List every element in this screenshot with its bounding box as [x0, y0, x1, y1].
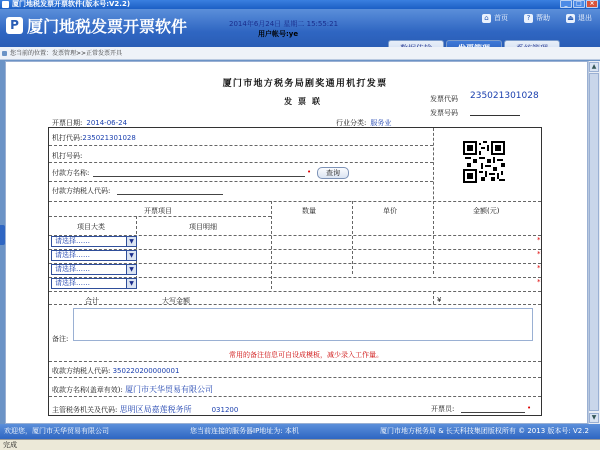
invoice-form [48, 127, 542, 416]
drawer-input[interactable] [461, 412, 525, 413]
scroll-thumb[interactable] [589, 73, 599, 411]
app-name: 厦门地税发票开票软件 [27, 17, 188, 36]
capital-amount-label: 大写金额 [162, 297, 190, 305]
tax-office-value: 思明区局嘉莲税务所 [119, 405, 192, 414]
home-icon: ⌂ [482, 14, 491, 23]
browser-status: 完成 [0, 439, 600, 450]
home-label: 首页 [494, 14, 508, 22]
divider [49, 277, 541, 278]
category-select[interactable] [51, 264, 137, 275]
drawer-label: 开票员: [431, 405, 455, 413]
category-select[interactable] [51, 236, 137, 247]
app-header [0, 9, 600, 47]
breadcrumb-text: 您当前的位置：发票管理>>正常发票开具 [10, 50, 123, 57]
payee-name-value: 厦门市天华贸易有限公司 [125, 385, 214, 394]
payer-taxid-label: 付款方纳税人代码: [52, 187, 111, 195]
invoice-subtitle: 发票联 [284, 97, 326, 106]
required-marker: * [537, 236, 541, 244]
machine-no-label: 机打号码: [52, 152, 83, 160]
items-header: 开票项目 [144, 207, 172, 215]
breadcrumb-icon [2, 51, 7, 56]
divider [49, 377, 541, 378]
payee-taxid [52, 366, 179, 376]
window-titlebar [0, 0, 600, 9]
breadcrumb [0, 47, 600, 60]
divider [49, 181, 433, 182]
tax-office-label: 主管税务机关及代码: [52, 406, 118, 414]
scroll-down-arrow-icon[interactable]: ▼ [589, 413, 599, 423]
chevron-down-icon: ▼ [126, 251, 136, 260]
category-select[interactable] [51, 278, 137, 289]
server-text: 您当前连接的服务器IP地址为: 本机 [190, 427, 299, 435]
required-marker: * [537, 278, 541, 286]
divider [49, 216, 271, 217]
exit-icon: ⏏ [567, 13, 574, 22]
divider [49, 162, 433, 163]
window-title: 厦门地税发票开票软件(版本号:V2.2) [12, 0, 131, 8]
category-select-value: 请选择…… [55, 265, 90, 273]
category-select-value: 请选择…… [55, 279, 90, 287]
window-controls [560, 0, 598, 8]
payer-label: 付款方名称: [52, 169, 90, 177]
app-logo [6, 14, 187, 37]
maximize-button[interactable]: □ [573, 0, 585, 8]
welcome-text: 欢迎您，厦门市天华贸易有限公司 [4, 427, 109, 435]
category-select[interactable] [51, 250, 137, 261]
col-amount: 金额(元) [473, 207, 500, 215]
payer-taxid-input[interactable] [117, 194, 223, 195]
divider [49, 263, 541, 264]
yen-symbol: ¥ [437, 296, 442, 304]
help-link[interactable] [524, 13, 550, 23]
divider [433, 128, 434, 209]
machine-code [52, 133, 136, 143]
industry-label: 行业分类: [336, 119, 367, 127]
remark-label: 备注: [52, 335, 69, 343]
payee-name [52, 384, 213, 395]
payee-taxid-label: 收款方纳税人代码: [52, 367, 111, 375]
col-price: 单价 [383, 207, 397, 215]
chevron-down-icon: ▼ [126, 237, 136, 246]
divider [49, 291, 541, 292]
invoice-title: 厦门市地方税务局剧奖通用机打发票 [222, 79, 388, 89]
invoice-code: 235021301028 [470, 91, 539, 101]
category-select-value: 请选择…… [55, 251, 90, 259]
divider [49, 396, 541, 397]
app-icon [2, 1, 9, 8]
close-button[interactable]: × [586, 0, 598, 8]
divider [433, 291, 434, 304]
help-icon: ? [524, 14, 533, 23]
exit-link[interactable] [566, 13, 592, 23]
header-user: 用户帐号:ye [258, 30, 299, 38]
required-marker: * [537, 264, 541, 272]
total-label: 合计 [85, 297, 99, 305]
col-detail: 项目明细 [189, 223, 217, 231]
home-link[interactable] [482, 13, 508, 23]
payee-taxid-value: 350220200000001 [112, 367, 180, 375]
machine-code-label: 机打代码: [52, 134, 83, 142]
status-bar [0, 424, 600, 439]
required-marker: • [307, 168, 312, 176]
divider [49, 201, 541, 202]
remark-hint: 常用的备注信息可自设成模板，减少录入工作量。 [229, 351, 383, 359]
required-marker: * [537, 250, 541, 258]
industry-value[interactable]: 服务业 [370, 119, 392, 127]
col-qty: 数量 [302, 207, 316, 215]
tax-office-code: 031200 [211, 406, 239, 414]
chevron-down-icon: ▼ [126, 265, 136, 274]
issue-date-value: 2014-06-24 [86, 119, 128, 127]
logo-mark: P [6, 17, 23, 34]
remark-textarea[interactable] [73, 308, 533, 341]
divider [49, 145, 433, 146]
copyright-text: 厦门市地方税务局 & 长天科技集团版权所有 © 2013 版本号: V2.2 [380, 427, 589, 435]
payer-input[interactable] [93, 176, 305, 177]
col-category: 项目大类 [77, 223, 105, 231]
header-date: 2014年6月24日 星期二 15:55:21 [229, 20, 339, 28]
tax-office [52, 404, 238, 415]
machine-code-value: 235021301028 [82, 134, 136, 142]
required-marker: • [527, 404, 532, 412]
exit-label: 退出 [578, 14, 592, 22]
chevron-down-icon: ▼ [126, 279, 136, 288]
help-label: 帮助 [536, 14, 550, 22]
invoice-number-field [470, 115, 520, 116]
divider [271, 201, 272, 289]
query-button[interactable]: 查询 [317, 167, 349, 179]
category-select-value: 请选择…… [55, 237, 90, 245]
issue-date-label: 开票日期: [52, 119, 83, 127]
scroll-up-arrow-icon[interactable]: ▲ [589, 62, 599, 72]
divider [49, 249, 541, 250]
invoice-number-label: 发票号码 [430, 109, 458, 117]
divider [49, 304, 541, 305]
minimize-button[interactable]: _ [560, 0, 572, 8]
top-links [482, 13, 592, 23]
payee-name-label: 收款方名称(盖章有效): [52, 386, 123, 394]
divider [49, 361, 541, 362]
qr-code-icon [463, 141, 505, 183]
invoice-code-label: 发票代码 [430, 95, 458, 103]
